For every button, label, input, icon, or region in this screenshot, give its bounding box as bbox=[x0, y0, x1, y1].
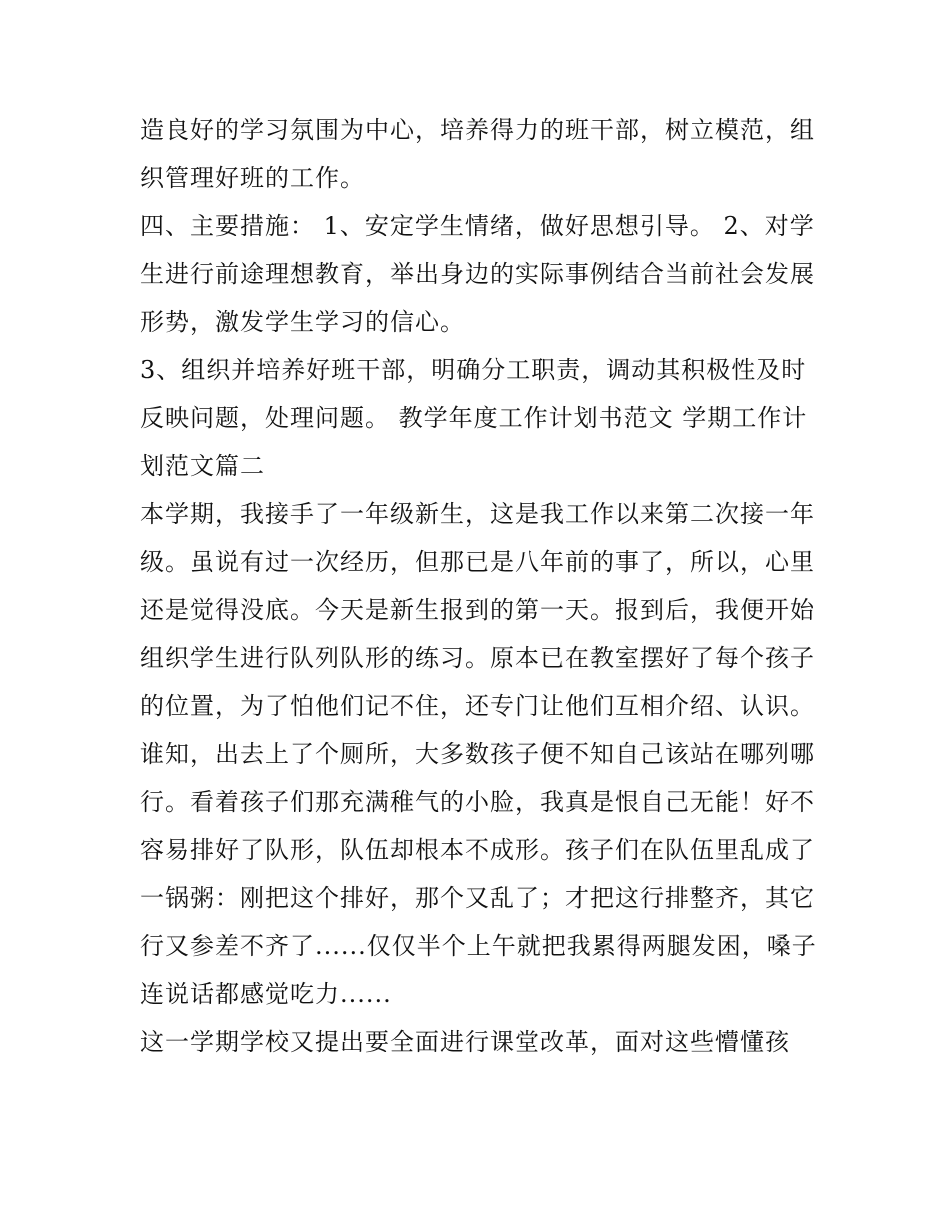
text-line: 反映问题，处理问题。 教学年度工作计划书范文 学期工作计 bbox=[140, 404, 808, 432]
text-line: 容易排好了队形，队伍却根本不成形。孩子们在队伍里乱成了 bbox=[140, 836, 815, 864]
text-line: 3、组织并培养好班干部，明确分工职责，调动其积极性及时 bbox=[140, 356, 807, 384]
text-line: 一锅粥：刚把这个排好，那个又乱了；才把这行排整齐，其它 bbox=[140, 884, 815, 912]
text-line: 造良好的学习氛围为中心，培养得力的班干部，树立模范，组 bbox=[140, 116, 815, 144]
text-line: 的位置，为了怕他们记不住，还专门让他们互相介绍、认识。 bbox=[140, 692, 815, 720]
text-line: 连说话都感觉吃力...... bbox=[140, 980, 392, 1008]
text-line: 行。看着孩子们那充满稚气的小脸，我真是恨自己无能！好不 bbox=[140, 788, 815, 816]
text-line: 行又参差不齐了......仅仅半个上午就把我累得两腿发困，嗓子 bbox=[140, 932, 817, 960]
text-line: 这一学期学校又提出要全面进行课堂改革，面对这些懵懂孩 bbox=[140, 1028, 790, 1056]
document-body bbox=[140, 106, 830, 1066]
text-line: 级。虽说有过一次经历，但那已是八年前的事了，所以，心里 bbox=[140, 548, 815, 576]
text-line: 四、主要措施： 1、安定学生情绪，做好思想引导。 2、对学 bbox=[140, 212, 815, 240]
text-line: 还是觉得没底。今天是新生报到的第一天。报到后，我便开始 bbox=[140, 596, 815, 624]
text-line: 谁知，出去上了个厕所，大多数孩子便不知自己该站在哪列哪 bbox=[140, 740, 815, 768]
text-line: 形势，激发学生学习的信心。 bbox=[140, 308, 465, 336]
text-line: 划范文篇二 bbox=[140, 452, 265, 480]
text-line: 组织学生进行队列队形的练习。原本已在教室摆好了每个孩子 bbox=[140, 644, 815, 672]
text-line: 织管理好班的工作。 bbox=[140, 164, 365, 192]
text-line: 本学期，我接手了一年级新生，这是我工作以来第二次接一年 bbox=[140, 500, 815, 528]
text-line: 生进行前途理想教育，举出身边的实际事例结合当前社会发展 bbox=[140, 260, 815, 288]
